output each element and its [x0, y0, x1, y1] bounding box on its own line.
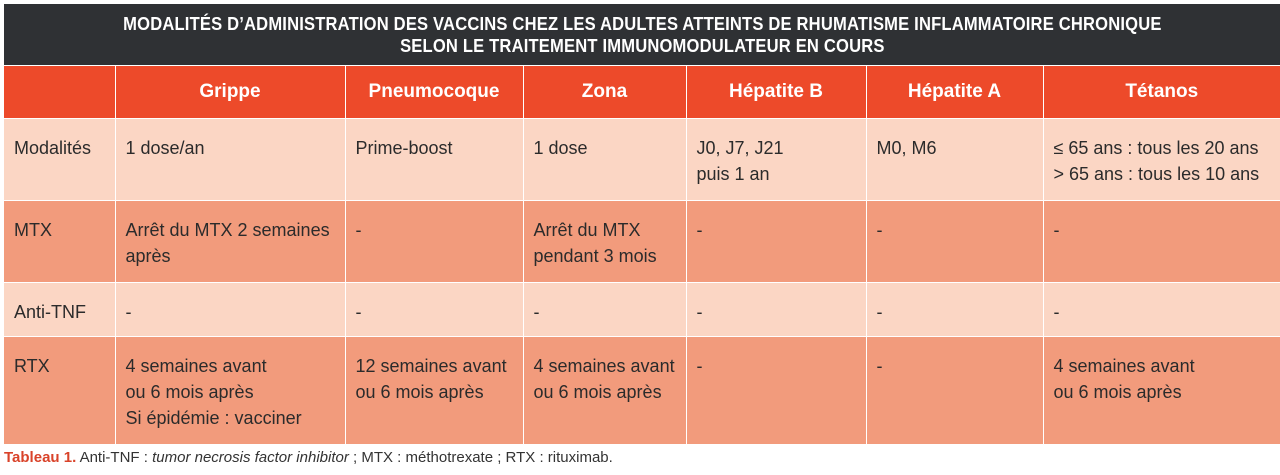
table-cell: J0, J7, J21 puis 1 an: [686, 119, 866, 201]
caption-text-2: ; MTX : méthotrexate ; RTX : rituximab.: [348, 449, 613, 466]
caption-text-1: Anti-TNF :: [76, 449, 153, 466]
header-grippe: Grippe: [115, 66, 345, 119]
table-cell: M0, M6: [866, 119, 1043, 201]
table-cell: -: [115, 283, 345, 337]
table-cell: 4 semaines avant ou 6 mois après Si épidémie : vacciner: [115, 337, 345, 444]
row-label: Modalités: [4, 119, 115, 201]
table-row-mtx: [4, 201, 1280, 283]
table-cell: 1 dose: [523, 119, 686, 201]
header-pneumocoque: Pneumocoque: [345, 66, 523, 119]
table-cell: -: [866, 337, 1043, 444]
table-cell: -: [866, 201, 1043, 283]
table-cell: 4 semaines avant ou 6 mois après: [1043, 337, 1280, 444]
table-cell: -: [686, 337, 866, 444]
table-cell: -: [1043, 201, 1280, 283]
table-cell: 1 dose/an: [115, 119, 345, 201]
vaccine-table-figure: [4, 4, 1280, 442]
table-cell: 12 semaines avant ou 6 mois après: [345, 337, 523, 444]
table-cell: -: [686, 201, 866, 283]
table-caption: [4, 449, 613, 466]
table-title-line-2: SELON LE TRAITEMENT IMMUNOMODULATEUR EN COURS: [399, 35, 885, 56]
table-cell: 4 semaines avant ou 6 mois après: [523, 337, 686, 444]
table-cell: -: [1043, 283, 1280, 337]
table-cell: -: [866, 283, 1043, 337]
table-title-line-1: MODALITÉS D’ADMINISTRATION DES VACCINS CHEZ LES ADULTES ATTEINTS DE RHUMATISME INFLAMMATOIRE CHRONIQUE: [122, 13, 1162, 34]
table-cell: -: [345, 283, 523, 337]
header-row: [4, 66, 1280, 119]
table-cell: Prime-boost: [345, 119, 523, 201]
table-cell: ≤ 65 ans : tous les 20 ans > 65 ans : tous les 10 ans: [1043, 119, 1280, 201]
row-label: Anti-TNF: [4, 283, 115, 337]
table-cell: -: [345, 201, 523, 283]
row-label: MTX: [4, 201, 115, 283]
table-row-anti-tnf: [4, 283, 1280, 337]
table-row-rtx: [4, 337, 1280, 444]
header-zona: Zona: [523, 66, 686, 119]
header-tetanos: Tétanos: [1043, 66, 1280, 119]
caption-label: Tableau 1.: [4, 449, 77, 466]
header-hepatite-a: Hépatite A: [866, 66, 1043, 119]
table-row-modalites: [4, 119, 1280, 201]
table-cell: -: [686, 283, 866, 337]
vaccination-table: [4, 65, 1280, 444]
table-cell: Arrêt du MTX 2 semaines après: [115, 201, 345, 283]
table-title: [4, 4, 1280, 65]
row-label: RTX: [4, 337, 115, 444]
table-cell: -: [523, 283, 686, 337]
header-hepatite-b: Hépatite B: [686, 66, 866, 119]
header-cell-empty: [4, 66, 115, 119]
table-cell: Arrêt du MTX pendant 3 mois: [523, 201, 686, 283]
caption-italic: tumor necrosis factor inhibitor: [152, 449, 349, 466]
